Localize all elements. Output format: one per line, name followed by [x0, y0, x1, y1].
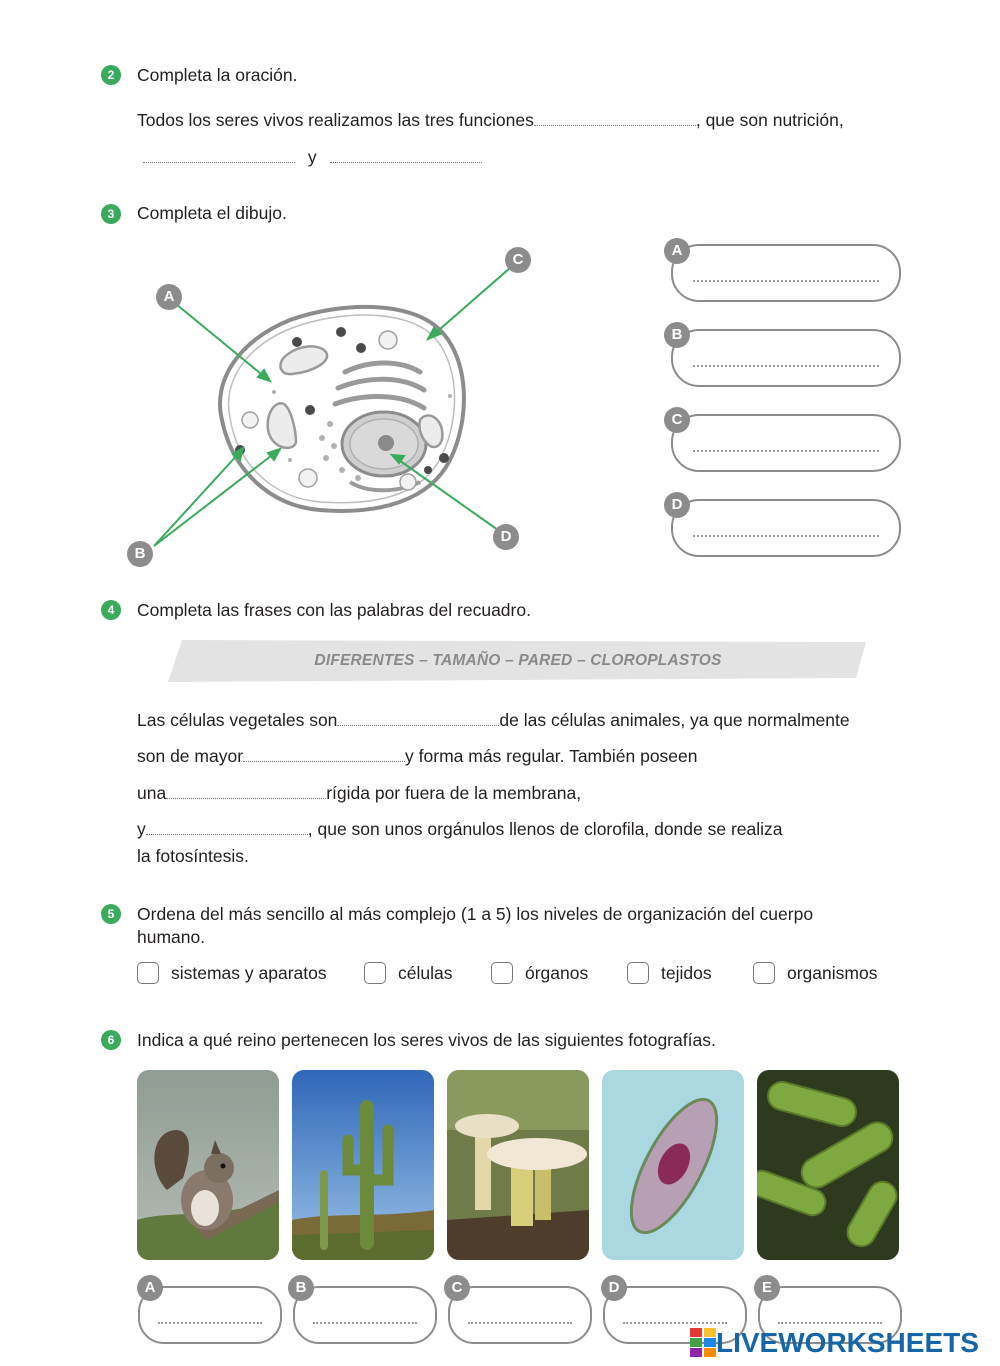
q4-line-4: [137, 819, 783, 840]
answer-label-c: C: [664, 407, 690, 433]
question-number-2: 2: [101, 65, 121, 85]
q2-instruction: Completa la oración.: [137, 65, 298, 85]
q5-instruction-1: Ordena del más sencillo al más complejo (1 a 5) los niveles de organización del cuerpo: [137, 904, 814, 924]
answer-label-b: B: [664, 322, 690, 348]
q4-text: Las células vegetales son: [137, 710, 338, 730]
q4-text: una: [137, 783, 167, 803]
option-label: tejidos: [661, 962, 712, 983]
question-number-4: 4: [101, 600, 121, 620]
photo-label-d: D: [601, 1275, 627, 1301]
q4-line-1: [137, 710, 850, 731]
q4-blank-3[interactable]: [166, 784, 326, 799]
q5-option-organismos[interactable]: [753, 962, 877, 984]
q2-sentence-line2: [143, 147, 482, 168]
question-number-5: 5: [101, 904, 121, 924]
q4-text: de las células animales, ya que normalmente: [499, 710, 850, 730]
animal-cell-diagram: [120, 240, 560, 580]
cell-label-b: B: [127, 541, 153, 567]
q2-blank-function-3[interactable]: [330, 148, 482, 163]
option-label: sistemas y aparatos: [171, 962, 327, 983]
q4-line-3: [137, 783, 581, 804]
cell-label-a: A: [156, 284, 182, 310]
q2-text-b: , que son nutrición,: [695, 110, 844, 130]
q4-blank-2[interactable]: [243, 747, 405, 762]
photo-answer-b[interactable]: [293, 1286, 437, 1344]
q2-sentence-line1: [137, 110, 844, 131]
cell-label-c: C: [505, 247, 531, 273]
photo-label-e: E: [754, 1275, 780, 1301]
q5-option-organos[interactable]: [491, 962, 588, 984]
q5-instruction-2: humano.: [137, 927, 206, 947]
q4-line-5: la fotosíntesis.: [137, 846, 249, 866]
q6-instruction: Indica a qué reino pertenecen los seres vivos de las siguientes fotografías.: [137, 1030, 716, 1050]
q4-text: son de mayor: [137, 746, 244, 766]
q4-blank-1[interactable]: [337, 711, 499, 726]
photo-label-c: C: [444, 1275, 470, 1301]
q4-text: y forma más regular. También poseen: [405, 746, 698, 766]
answer-field-b[interactable]: [671, 329, 901, 387]
cell-label-d: D: [493, 524, 519, 550]
liveworksheets-logo-text: LIVEWORKSHEETS: [716, 1327, 979, 1358]
q4-text: y: [137, 819, 146, 839]
checkbox[interactable]: [364, 962, 386, 984]
q5-option-tejidos[interactable]: [627, 962, 712, 984]
option-label: órganos: [525, 962, 589, 983]
q2-blank-functions[interactable]: [534, 111, 696, 126]
paramecium-photo: [602, 1070, 744, 1260]
checkbox[interactable]: [753, 962, 775, 984]
answer-label-d: D: [664, 492, 690, 518]
q2-blank-function-2[interactable]: [143, 148, 295, 163]
answer-field-a[interactable]: [671, 244, 901, 302]
q4-instruction: Completa las frases con las palabras del recuadro.: [137, 600, 531, 620]
q2-text-a: Todos los seres vivos realizamos las tres funciones: [137, 110, 534, 130]
squirrel-photo: [137, 1070, 279, 1260]
answer-field-c[interactable]: [671, 414, 901, 472]
checkbox[interactable]: [137, 962, 159, 984]
photo-label-a: A: [137, 1275, 163, 1301]
arrow-b-1: [154, 452, 240, 546]
word-box: [168, 638, 868, 682]
option-label: organismos: [787, 962, 878, 983]
bacteria-photo: [757, 1070, 899, 1260]
checkbox[interactable]: [491, 962, 513, 984]
arrow-c: [432, 268, 510, 336]
option-label: células: [398, 962, 453, 983]
cactus-photo: [292, 1070, 434, 1260]
q5-option-sistemas[interactable]: [137, 962, 327, 984]
q4-text: rígida por fuera de la membrana,: [326, 783, 582, 803]
question-number-3: 3: [101, 204, 121, 224]
q5-option-celulas[interactable]: [364, 962, 452, 984]
q3-instruction: Completa el dibujo.: [137, 203, 287, 223]
q4-blank-4[interactable]: [146, 820, 308, 835]
q4-text: , que son unos orgánulos llenos de clorofila, donde se realiza: [307, 819, 783, 839]
question-number-6: 6: [101, 1030, 121, 1050]
nucleolus: [378, 435, 394, 451]
checkbox[interactable]: [627, 962, 649, 984]
arrow-b-2: [154, 452, 276, 546]
liveworksheets-logo[interactable]: [690, 1326, 979, 1360]
liveworksheets-logo-icon: [690, 1328, 716, 1358]
q4-line-2: [137, 746, 698, 767]
mushroom-photo: [447, 1070, 589, 1260]
photo-label-b: B: [288, 1275, 314, 1301]
word-box-text: DIFERENTES – TAMAÑO – PARED – CLOROPLASTOS: [314, 652, 722, 669]
answer-field-d[interactable]: [671, 499, 901, 557]
photo-answer-c[interactable]: [448, 1286, 592, 1344]
answer-label-a: A: [664, 238, 690, 264]
q2-text-y: y: [307, 147, 317, 167]
